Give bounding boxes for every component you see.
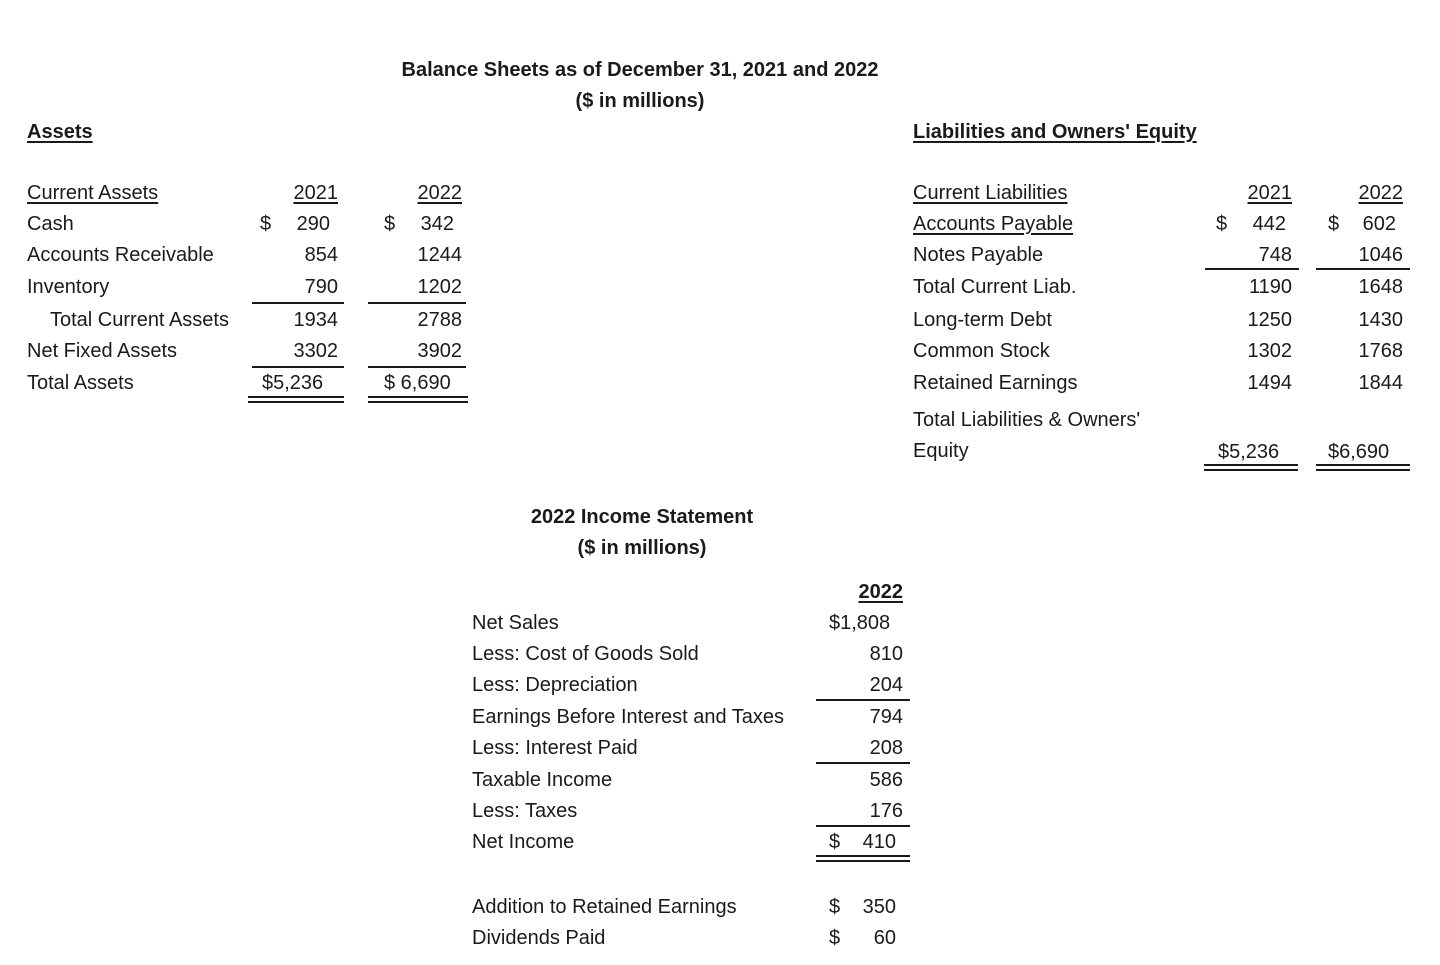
currency-sign: $ xyxy=(829,831,841,853)
balance-sheet-title: Balance Sheets as of December 31, 2021 and 2022 xyxy=(401,59,879,81)
currency-sign: $ xyxy=(829,896,841,918)
double-rule xyxy=(816,855,910,862)
cs-label: Common Stock xyxy=(913,340,1050,362)
interest-value: 208 xyxy=(869,737,903,759)
cs-2022: 1768 xyxy=(1358,340,1403,362)
tca-2021: 1934 xyxy=(293,309,338,331)
liabilities-heading: Liabilities and Owners' Equity xyxy=(913,121,1197,143)
net-sales-value: $1,808 xyxy=(829,612,891,634)
tcl-label: Total Current Liab. xyxy=(913,276,1077,298)
ebit-label: Earnings Before Interest and Taxes xyxy=(472,706,785,728)
liab-col-2022: 2022 xyxy=(1358,182,1403,204)
income-statement-subtitle: ($ in millions) xyxy=(577,537,707,559)
double-rule xyxy=(1204,464,1298,471)
add-re-label: Addition to Retained Earnings xyxy=(472,896,737,918)
rule xyxy=(1316,268,1410,270)
ni-amount: 410 xyxy=(862,831,896,853)
ap-2022-value: 602 xyxy=(1362,213,1396,235)
currency-sign: $ xyxy=(1328,213,1340,235)
cs-2021: 1302 xyxy=(1247,340,1292,362)
rule xyxy=(368,366,466,368)
taxable-label: Taxable Income xyxy=(472,769,613,791)
inventory-2021: 790 xyxy=(304,276,338,298)
tcl-2022: 1648 xyxy=(1358,276,1403,298)
cogs-value: 810 xyxy=(869,643,903,665)
interest-label: Less: Interest Paid xyxy=(472,737,638,759)
balance-sheet-subtitle: ($ in millions) xyxy=(575,90,705,112)
ta-2021: $5,236 xyxy=(262,372,324,394)
div-amount: 60 xyxy=(873,927,896,949)
liab-col-2021: 2021 xyxy=(1247,182,1292,204)
tle-label-line1: Total Liabilities & Owners' xyxy=(913,409,1141,431)
ltd-2021: 1250 xyxy=(1247,309,1292,331)
inventory-2022: 1202 xyxy=(417,276,462,298)
income-statement-title: 2022 Income Statement xyxy=(530,506,754,528)
tca-2022: 2788 xyxy=(417,309,462,331)
taxable-value: 586 xyxy=(869,769,903,791)
dep-value: 204 xyxy=(869,674,903,696)
rule xyxy=(1205,268,1299,270)
ltd-2022: 1430 xyxy=(1358,309,1403,331)
assets-col-2022: 2022 xyxy=(417,182,462,204)
rule xyxy=(816,825,910,827)
ebit-value: 794 xyxy=(869,706,903,728)
current-liabilities-label: Current Liabilities xyxy=(913,182,1068,204)
double-rule xyxy=(1316,464,1410,471)
current-assets-label: Current Assets xyxy=(27,182,159,204)
np-2022: 1046 xyxy=(1358,244,1403,266)
rule xyxy=(368,302,466,304)
rule xyxy=(252,302,344,304)
ni-label: Net Income xyxy=(472,831,575,853)
inventory-label: Inventory xyxy=(27,276,110,298)
add-re-amount: 350 xyxy=(862,896,896,918)
np-2021: 748 xyxy=(1258,244,1292,266)
nfa-2022: 3902 xyxy=(417,340,462,362)
dep-label: Less: Depreciation xyxy=(472,674,638,696)
ltd-label: Long-term Debt xyxy=(913,309,1052,331)
nfa-2021: 3302 xyxy=(293,340,338,362)
cash-2021-value: 290 xyxy=(296,213,330,235)
currency-sign: $ xyxy=(260,213,272,235)
re-2021: 1494 xyxy=(1247,372,1292,394)
ar-2021: 854 xyxy=(304,244,338,266)
double-rule xyxy=(248,396,344,403)
tcl-2021: 1190 xyxy=(1248,276,1292,298)
ap-label: Accounts Payable xyxy=(913,213,1074,235)
rule xyxy=(816,762,910,764)
tle-2021: $5,236 xyxy=(1218,441,1280,463)
div-label: Dividends Paid xyxy=(472,927,606,949)
currency-sign: $ xyxy=(1216,213,1228,235)
cash-label: Cash xyxy=(27,213,74,235)
taxes-label: Less: Taxes xyxy=(472,800,578,822)
currency-sign: $ xyxy=(829,927,841,949)
net-sales-label: Net Sales xyxy=(472,612,559,634)
cogs-label: Less: Cost of Goods Sold xyxy=(472,643,699,665)
ar-label: Accounts Receivable xyxy=(27,244,214,266)
assets-heading: Assets xyxy=(27,121,93,143)
re-label: Retained Earnings xyxy=(913,372,1078,394)
ta-label: Total Assets xyxy=(27,372,134,394)
rule xyxy=(252,366,344,368)
ta-2022: $ 6,690 xyxy=(384,372,451,394)
rule xyxy=(816,699,910,701)
assets-col-2021: 2021 xyxy=(293,182,338,204)
np-label: Notes Payable xyxy=(913,244,1044,266)
double-rule xyxy=(368,396,468,403)
tca-label: Total Current Assets xyxy=(50,309,229,331)
tle-2022: $6,690 xyxy=(1328,441,1390,463)
currency-sign: $ xyxy=(384,213,396,235)
tle-label-line2: Equity xyxy=(913,440,969,462)
cash-2022-value: 342 xyxy=(420,213,454,235)
taxes-value: 176 xyxy=(869,800,903,822)
re-2022: 1844 xyxy=(1358,372,1403,394)
ar-2022: 1244 xyxy=(417,244,462,266)
ap-2021-value: 442 xyxy=(1252,213,1286,235)
is-col-2022: 2022 xyxy=(858,581,903,603)
nfa-label: Net Fixed Assets xyxy=(27,340,178,362)
